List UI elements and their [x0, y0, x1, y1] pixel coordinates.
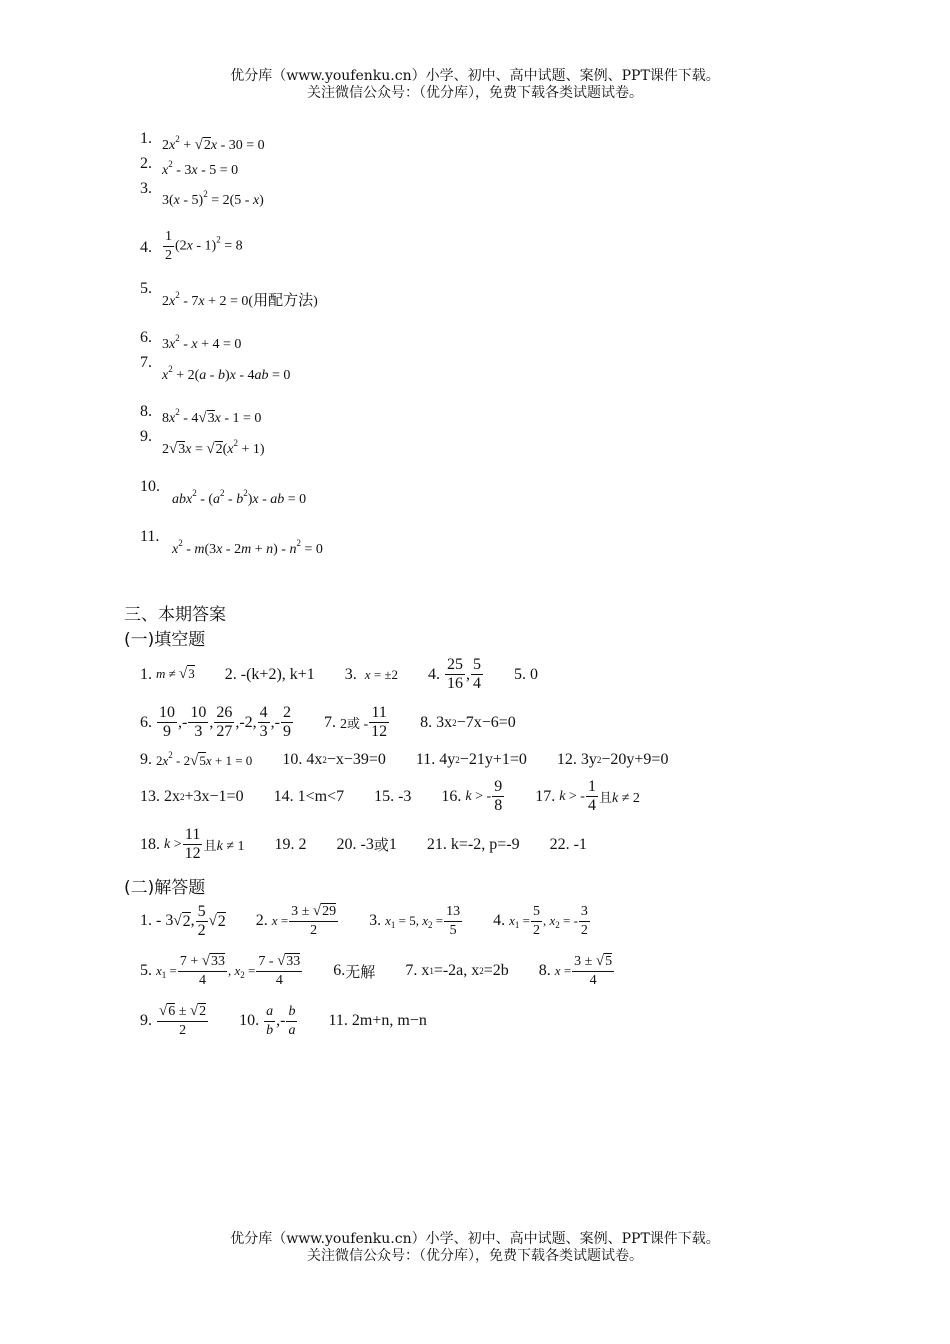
problem-10: 10.	[140, 478, 160, 495]
header-line-2: 关注微信公众号：（优分库），免费下载各类试题试卷。	[307, 85, 643, 101]
equation-4: $\frac{1}{2}$ (2x - 1)$^2$ = 8	[165, 229, 243, 263]
equation-11: $x^2 - m(3x - 2m + n) - n^2 = 0$	[172, 538, 323, 557]
problem-5: 5.	[140, 280, 152, 297]
header-line-1: 优分库（www.youfenku.cn）小学、初中、高中试题、案例、PPT课件下载。	[230, 68, 720, 84]
equation-7: $x^2 + 2(a - b)x - 4ab = 0$	[162, 364, 291, 383]
problem-3: 3.	[140, 180, 152, 197]
problem-1: 1. $2x^2 + √2x - 30 = 0$	[140, 128, 152, 149]
page-footer	[0, 1231, 950, 1265]
solve-row-1: 1. - 3 √ 2 , $\frac{5}{2}$ √ 2 2. x = $\frac{3 \pm √29}{2}$ 3. $x_1 = 5$, $x_2$ = $\frac{13}{5}$ 4. $x_1$ = $\frac{5}{2}$ , $x_2$ = - $\frac{3}{2}$	[140, 902, 588, 939]
problem-2: 2. $x^2 - 3x - 5 = 0$	[140, 153, 152, 174]
equation-3: 3(x - 5)$^2$ = 2(5 - x)	[162, 189, 264, 208]
solve-row-2: 5. $x_1$ = $\frac{7 + √33}{4}$ , $x_2$ = $\frac{7 - √33}{4}$ 6. 无解 7. x 1 =-2a, x 2 =2b 8. x = $\frac{3 \pm √5}{4}$	[140, 953, 613, 988]
page-header	[0, 68, 950, 102]
problem-8: 8. $8x^2 - 4√3x - 1 = 0$	[140, 401, 152, 422]
problem-9: 9.	[140, 428, 152, 445]
section-title: 三、本期答案	[124, 605, 226, 625]
footer-line-1: 优分库（www.youfenku.cn）小学、初中、高中试题、案例、PPT课件下载。	[230, 1231, 720, 1247]
equation: $x^2 - 3x - 5 = 0$	[162, 159, 239, 178]
fill-row-2: 6. $\frac{10}{9}$ ,- $\frac{10}{3}$ , $\frac{26}{27}$ ,-2, $\frac{4}{3}$ ,- $\frac{2}{9}$ 7. 2或 - $\frac{11}{12}$ 8. 3x 2 −7x−6=0	[140, 704, 516, 740]
solve-title: (二)解答题	[124, 878, 206, 898]
fill-row-4: 13. 2x 2 +3x−1=0 14. 1<m<7 15. -3 16. k > - $\frac{9}{8}$ 17. k > - $\frac{1}{4}$ 且k ≠ 2	[140, 778, 640, 814]
problem-7: 7.	[140, 354, 152, 371]
footer-line-2: 关注微信公众号：（优分库），免费下载各类试题试卷。	[307, 1248, 643, 1264]
equation-10: $abx^2 - (a^2 - b^2)x$ - ab = 0	[172, 488, 307, 507]
fill-row-5: 18. k > $\frac{11}{12}$ 且k ≠ 1 19. 2 20. -3 或 1 21. k=-2, p=-9 22. -1	[140, 826, 587, 862]
fill-row-3: 9. $2x^2 - 2√5x + 1 = 0$ 10. 4x 2 −x−39=0 11. 4y 2 −21y+1=0 12. 3y 2 −20y+9=0	[140, 750, 669, 769]
equation: $2x^2 + √2x - 30 = 0$	[162, 134, 265, 153]
fill-row-1: 1. m ≠ √3 2. -(k+2), k+1 3. x = ±2 4. $\frac{25}{16}$ , $\frac{5}{4}$ 5. 0	[140, 656, 539, 692]
problem-11: 11.	[140, 528, 160, 545]
problem-4: 4.	[140, 239, 152, 256]
problem-6: 6. $3x^2 - x + 4 = 0$	[140, 327, 152, 348]
equation: $8x^2 - 4√3x - 1 = 0$	[162, 407, 262, 426]
equation-9: $2√3x = √2(x^2 + 1)$	[162, 438, 265, 457]
fill-title: (一)填空题	[124, 630, 206, 650]
solve-row-3: 9. $\frac{√6 \pm √2}{2}$ 10. $\frac{a}{b}$ ,- $\frac{b}{a}$ 11. 2m+n, m−n	[140, 1003, 427, 1038]
equation: $3x^2 - x + 4 = 0$	[162, 333, 242, 352]
equation-5: $2x^2 - 7x + 2 = 0$(用配方法)	[162, 290, 318, 309]
